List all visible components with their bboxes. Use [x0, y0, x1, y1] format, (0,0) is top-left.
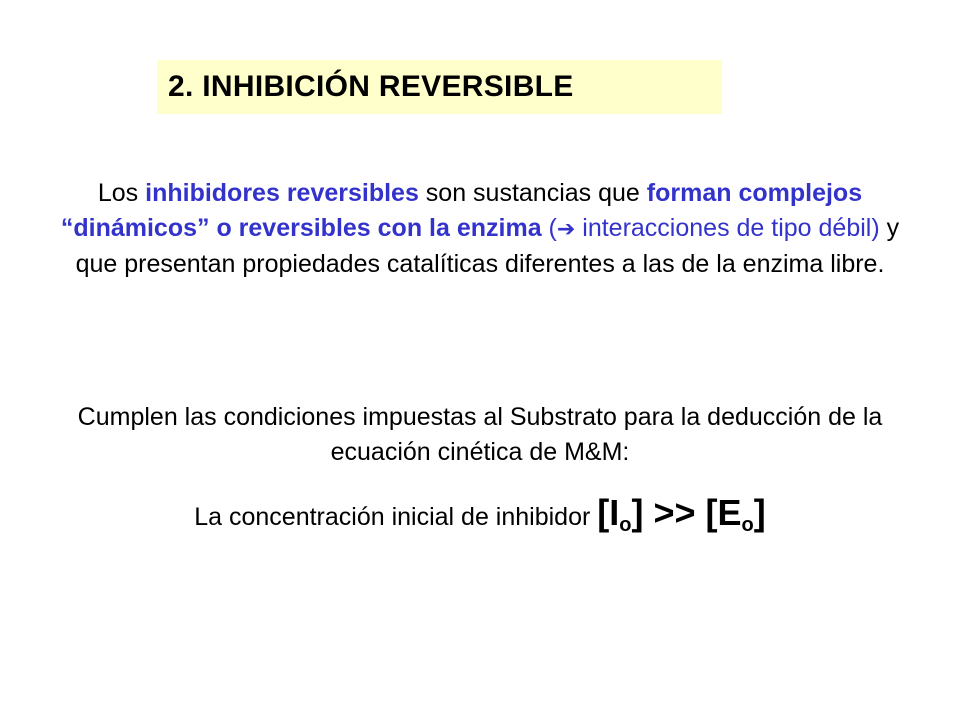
conditions-text: Cumplen las condiciones impuestas al Substrato para la deducción de la ecuación cinética de M&M:	[77, 403, 883, 466]
definition-text-1: Los	[97, 179, 146, 207]
enzyme-subscript: o	[741, 514, 754, 536]
arrow-right-icon: ➔	[556, 217, 576, 242]
enzyme-bracket-close: ]	[753, 492, 766, 533]
term-inhibidores-reversibles: inhibidores reversibles	[145, 179, 419, 207]
term-forman-complejos: forman complejos “dinámicos” o reversibles con la enzima	[60, 179, 863, 242]
enzyme-bracket-open: [E	[705, 492, 742, 533]
much-greater-operator: >>	[643, 492, 706, 533]
conditions-paragraph	[50, 400, 910, 470]
title-box	[157, 60, 722, 114]
slide-title: 2. INHIBICIÓN REVERSIBLE	[168, 70, 574, 103]
concentration-lead: La concentración inicial de inhibidor	[194, 503, 598, 531]
definition-paragraph	[50, 176, 910, 282]
definition-paren-open: (	[541, 214, 557, 242]
definition-text-3: y que presentan propiedades catalíticas diferentes a las de la enzima libre.	[75, 214, 900, 278]
concentration-ratio	[597, 492, 766, 536]
term-interacciones-debiles: interacciones de tipo débil)	[575, 214, 880, 242]
concentration-statement	[40, 488, 920, 550]
inhibitor-bracket-open: [I	[597, 492, 620, 533]
definition-text-2: son sustancias que	[418, 179, 647, 207]
inhibitor-bracket-close: ]	[631, 492, 644, 533]
inhibitor-subscript: o	[619, 514, 632, 536]
